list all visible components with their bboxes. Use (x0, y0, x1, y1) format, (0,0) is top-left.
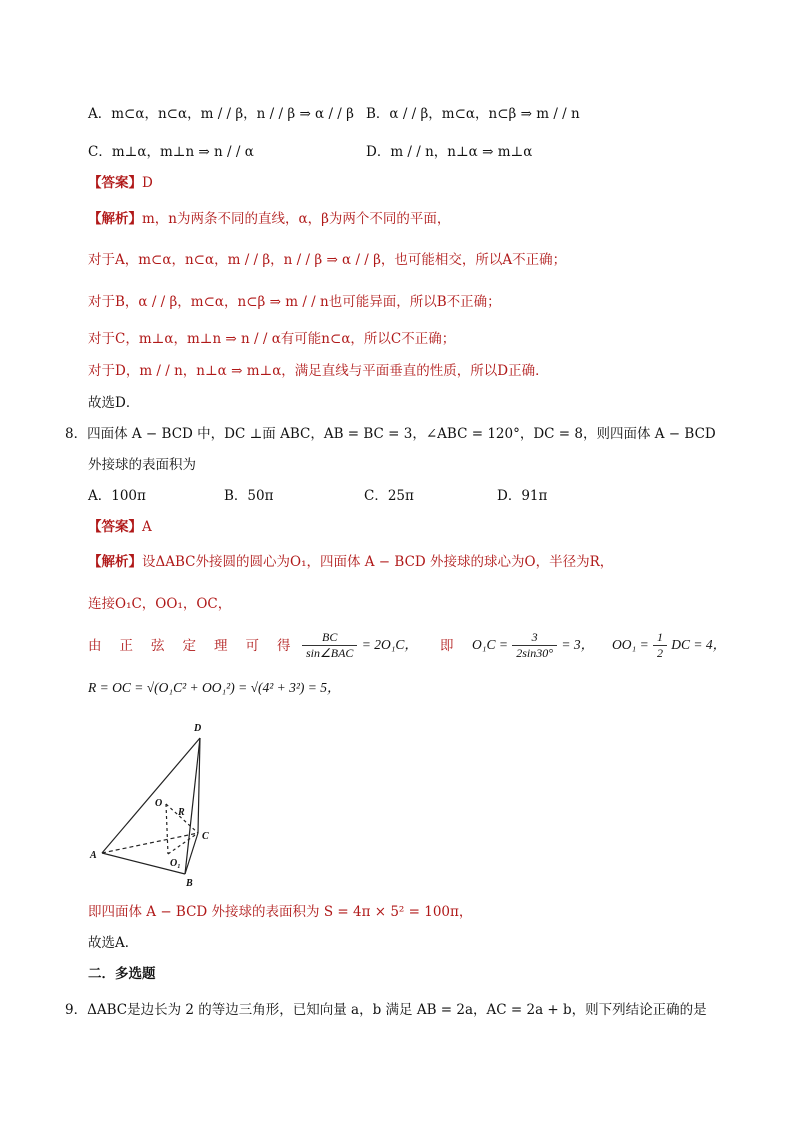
analysis-label: 【解析】 (88, 554, 142, 570)
q8-option-b: B．50π (224, 488, 274, 504)
edge-db (185, 738, 200, 874)
q7-analysis-c: 对于C，m⊥α，m⊥n ⇒ n / / α有可能n⊂α，所以C不正确； (88, 331, 456, 347)
q7-option-a: A．m⊂α，n⊂α，m / / β，n / / β ⇒ α / / β (88, 106, 354, 122)
label-d: D (194, 723, 202, 734)
fraction-half (653, 630, 667, 661)
label-o: O (155, 798, 163, 809)
denominator: 2 (656, 646, 663, 660)
numerator: 3 (512, 630, 557, 646)
label-r: R (178, 807, 185, 818)
equation-rhs: = 2O₁C， (361, 637, 418, 652)
q7-analysis-intro (88, 209, 450, 229)
word: 理 (214, 638, 228, 654)
q8-option-d: D．91π (497, 488, 548, 504)
analysis-text: m，n为两条不同的直线，α，β为两个不同的平面， (142, 211, 451, 227)
q8-stem-line2: 外接球的表面积为 (88, 457, 196, 473)
q8-radius-formula: R = OC = √(O₁C² + OO₁²) = √(4² + 3²) = 5， (88, 680, 341, 695)
denominator: sin∠BAC (306, 646, 354, 660)
analysis-label: 【解析】 (88, 211, 142, 227)
q7-option-d: D．m / / n，n⊥α ⇒ m⊥α (366, 144, 533, 160)
word: 定 (182, 638, 196, 654)
label-b: B (186, 878, 193, 889)
word: 得 (277, 638, 291, 654)
q7-analysis-d: 对于D，m / / n，n⊥α ⇒ m⊥α，满足直线与平面垂直的性质，所以D正确． (88, 363, 549, 379)
q8-o1c-formula (472, 626, 594, 664)
segment-o1c-dashed (168, 833, 198, 854)
label-c: C (202, 831, 209, 842)
oo1-lhs: OO₁ = (612, 637, 649, 652)
answer-label: 【答案】 (88, 175, 142, 191)
numerator: 1 (653, 630, 667, 646)
q8-sine-law-words (88, 636, 309, 656)
q8-answer (88, 517, 152, 537)
q8-surface-area-line: 即四面体 A − BCD 外接球的表面积为 S = 4π × 5² = 100π， (88, 904, 473, 920)
answer-value: A (142, 519, 152, 535)
equation-rhs: = 3， (561, 637, 595, 652)
analysis-text: 设ΔABC外接圆的圆心为O₁，四面体 A − BCD 外接球的球心为O，半径为R， (142, 554, 614, 570)
q8-connect-line: 连接O₁C，OO₁，OC， (88, 596, 232, 612)
tetrahedron-figure (88, 718, 228, 890)
q8-sine-law-formula (302, 626, 418, 664)
q9-stem: 9．ΔABC是边长为 2 的等边三角形，已知向量 a，b 满足 AB = 2a，AC = 2a + b，则下列结论正确的是 (65, 1002, 707, 1018)
q7-analysis-b: 对于B，α / / β，m⊂α，n⊂β ⇒ m / / n也可能异面，所以B不正确； (88, 294, 501, 310)
q8-analysis-intro (88, 552, 613, 572)
numerator: BC (302, 630, 357, 646)
word: 可 (245, 638, 259, 654)
q8-option-a: A．100π (88, 488, 146, 504)
section-title: 二．多选题 (88, 966, 156, 982)
denominator: 2sin30° (516, 646, 554, 660)
q8-option-c: C．25π (364, 488, 414, 504)
equation-rhs: DC = 4， (671, 637, 727, 652)
q7-option-b: B．α / / β，m⊂α，n⊂β ⇒ m / / n (366, 106, 580, 122)
fraction-bc-over-sin (302, 630, 357, 661)
q7-analysis-a: 对于A，m⊂α，n⊂α，m / / β，n / / β ⇒ α / / β，也可能相交，所以A不正确； (88, 252, 567, 268)
word: 弦 (151, 638, 165, 654)
segment-oo1-dashed (166, 804, 168, 854)
word: 由 (88, 638, 102, 654)
q7-option-c: C．m⊥α，m⊥n ⇒ n / / α (88, 144, 254, 160)
q8-ji-word: 即 (440, 638, 454, 654)
label-a: A (90, 850, 97, 861)
q8-oo1-formula (612, 626, 726, 664)
label-o1: O₁ (170, 858, 181, 869)
q7-conclusion: 故选D． (88, 395, 140, 411)
answer-value: D (142, 175, 153, 191)
word: 正 (119, 638, 133, 654)
fraction-3-over-2sin30 (512, 630, 557, 661)
q8-conclusion: 故选A． (88, 935, 139, 951)
o1c-lhs: O₁C = (472, 637, 508, 652)
answer-label: 【答案】 (88, 519, 142, 535)
q8-stem-line1: 8．四面体 A − BCD 中，DC ⊥面 ABC，AB = BC = 3，∠ABC = 120°，DC = 8，则四面体 A − BCD (65, 426, 716, 442)
q7-answer (88, 173, 153, 193)
